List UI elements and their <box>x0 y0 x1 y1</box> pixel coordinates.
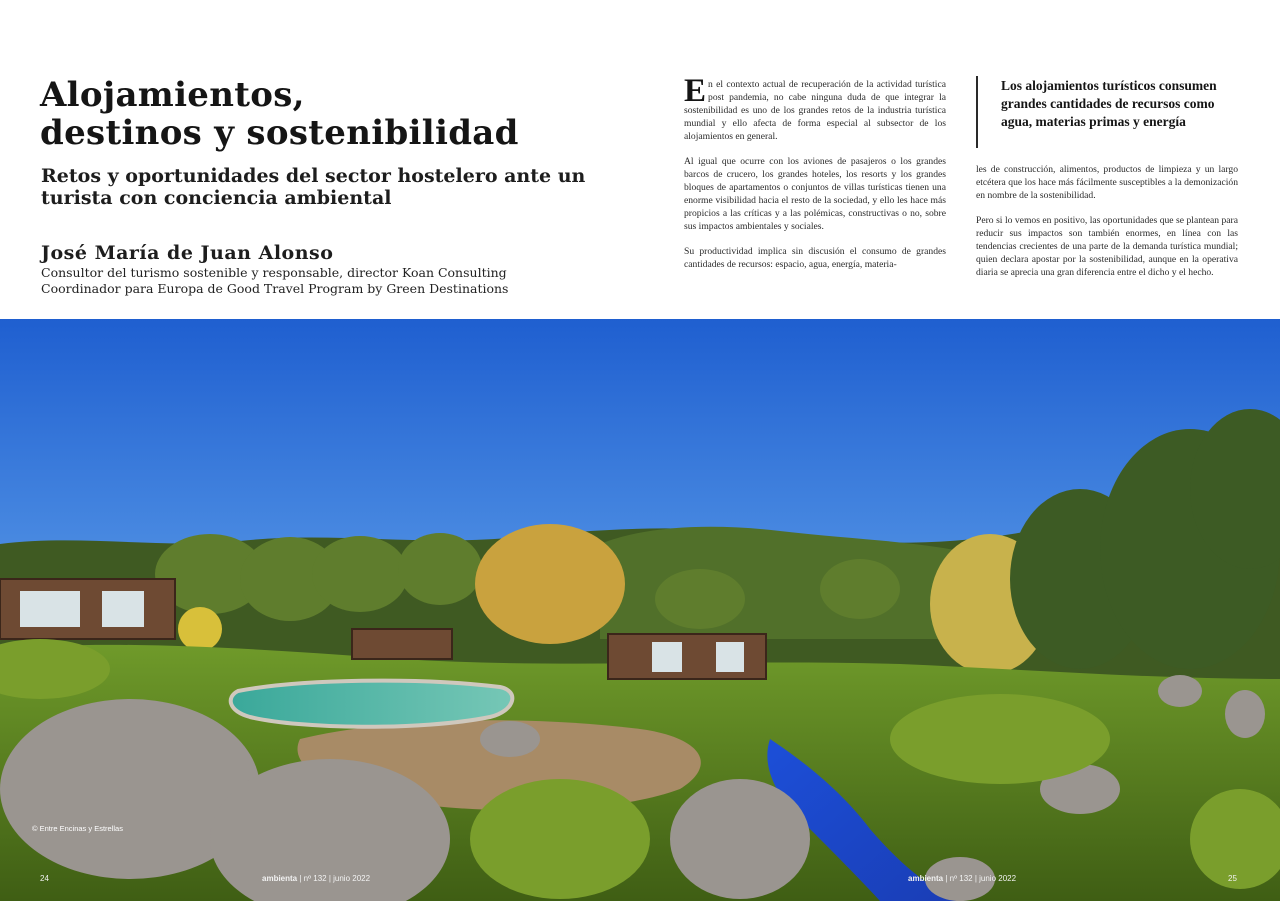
paragraph-5: Pero si lo vemos en positivo, las oportunidades que se plantean para reducir sus impactos son también enormes, en línea con las tendencias crecientes de una parte de la demanda turística mundial; quien declara apostar por la sostenibilidad, aunque en la operativa diaria se aprecia una gran diferencia entre el dicho y el hecho. <box>976 215 1238 278</box>
right-page-number: 25 <box>1228 874 1237 883</box>
right-footer-magazine: ambienta <box>908 874 944 883</box>
body-column-1 <box>684 73 946 283</box>
photo-credit: © Entre Encinas y Estrellas <box>32 824 123 833</box>
author-name: José María de Juan Alonso <box>41 242 334 264</box>
pull-quote-rule <box>976 76 978 148</box>
article-subtitle: Retos y oportunidades del sector hostelero ante un turista con conciencia ambiental <box>41 165 586 209</box>
paragraph-1-text: n el contexto actual de recuperación de la actividad turística post pandemia, no cabe ninguna duda de que integrar la sostenibilidad es uno de los grandes retos de la industria turística mundial y ello afecta de forma especial al subsector de los alojamientos en general. <box>684 79 946 142</box>
left-footer-magazine: ambienta <box>262 874 298 883</box>
paragraph-2: Al igual que ocurre con los aviones de pasajeros o los grandes barcos de crucero, los grandes hoteles, los resorts y los grandes bloques de apartamentos o conjuntos de villas turísticas tienen una enorme visibilidad hacia el resto de la sociedad, y ello les hace más propicios a las críticas y a las polémicas, constructivas o no, sobre sus impactos ambientales y sociales. <box>684 156 946 232</box>
right-footer-issue-text: | nº 132 | junio 2022 <box>943 874 1017 883</box>
drop-cap: E <box>684 73 707 109</box>
author-role-line-2: Coordinador para Europa de Good Travel Program by Green Destinations <box>41 281 509 296</box>
left-footer-issue-text: | nº 132 | junio 2022 <box>297 874 371 883</box>
author-role <box>41 265 601 297</box>
paragraph-3: Su productividad implica sin discusión el consumo de grandes cantidades de recursos: espacio, agua, energía, materia- <box>684 246 946 270</box>
body-column-2 <box>976 163 1238 291</box>
article-title <box>40 76 640 152</box>
landscape-photo <box>0 319 1280 901</box>
title-line-1: Alojamientos, <box>40 75 305 115</box>
right-footer-issue <box>908 874 1016 883</box>
author-role-line-1: Consultor del turismo sostenible y responsable, director Koan Consulting <box>41 265 507 280</box>
paragraph-4: les de construcción, alimentos, productos de limpieza y un largo etcétera que los hace más fácilmente susceptibles a la demonización en nombre de la sostenibilidad. <box>976 164 1238 201</box>
pull-quote: Los alojamientos turísticos consumen grandes cantidades de recursos como agua, materias primas y energía <box>1001 78 1217 129</box>
paragraph-1 <box>684 73 946 143</box>
left-footer-issue <box>262 874 370 883</box>
left-page-number: 24 <box>40 874 49 883</box>
title-line-2: destinos y sostenibilidad <box>40 113 519 153</box>
